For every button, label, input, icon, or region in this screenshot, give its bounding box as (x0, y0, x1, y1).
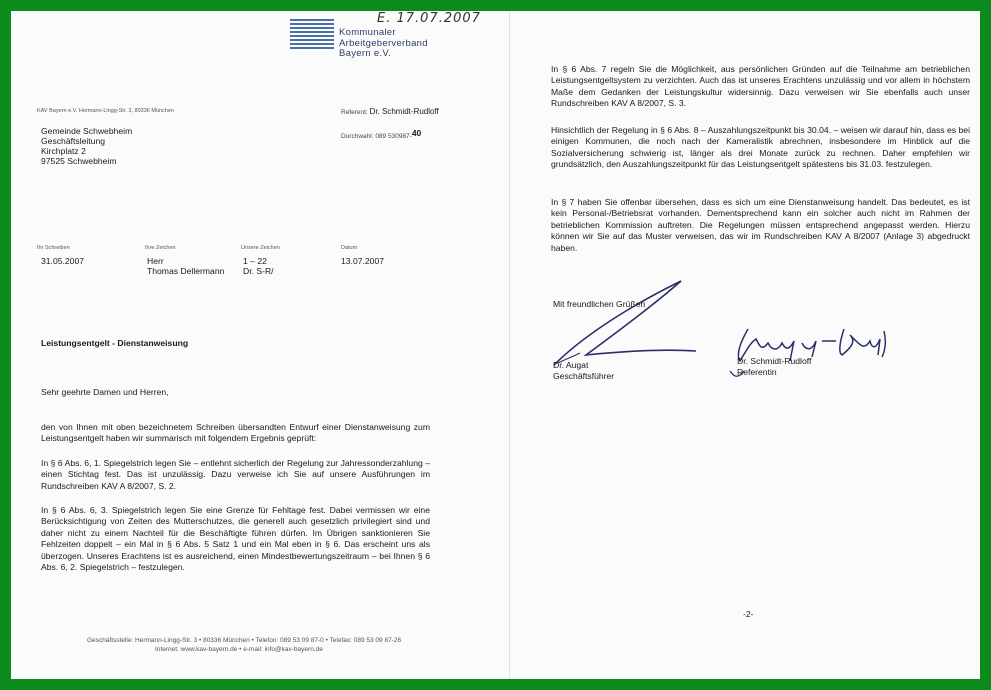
header-ihre-zeichen: Ihre Zeichen (145, 245, 176, 251)
signature-left (546, 273, 716, 373)
footer-contact: Internet: www.kav-bayern.de • e-mail: info@kav-bayern.de (155, 646, 323, 653)
logo-line-3: Bayern e.V. (339, 48, 392, 60)
left-paragraph-1: den von Ihnen mit oben bezeichnetem Schreiben übersandten Entwurf einer Dienstanweisung zum Leistungsentgelt haben wir summarisch mit folgendem Ergebnis geprüft: (41, 422, 430, 444)
unsere-zeichen-line-2: Dr. S-R/ (243, 266, 274, 276)
signatory-left-title: Geschäftsführer (553, 371, 615, 381)
header-ihr-schreiben: Ihr Schreiben (37, 245, 70, 251)
recipient-address (41, 126, 132, 166)
salutation: Sehr geehrte Damen und Herren, (41, 387, 169, 397)
scanned-letter (11, 11, 980, 679)
recipient-line-1: Gemeinde Schwebheim (41, 126, 133, 136)
logo-line-1: Kommunaler (339, 27, 396, 38)
ihre-zeichen-line-1: Herr (147, 256, 164, 266)
durchwahl-block (341, 130, 421, 140)
recipient-line-3: Kirchplatz 2 (41, 146, 86, 156)
signatory-right-title: Referentin (737, 367, 777, 377)
footer-address: Geschäftsstelle: Hermann-Lingg-Str. 3 • 80336 München • Telefon: 089 53 09 87-0 • Telefax: 089 53 09 87-26 (87, 637, 402, 644)
ihre-zeichen-line-2: Thomas Dellermann (147, 266, 225, 276)
signatory-right (737, 356, 811, 378)
recipient-line-2: Geschäftsleitung (41, 136, 106, 146)
sender-line: KAV Bayern e.V. Hermann-Lingg-Str. 3, 80336 München (37, 108, 174, 114)
value-unsere-zeichen (243, 256, 274, 276)
referent-block (341, 107, 439, 116)
right-paragraph-1: In § 6 Abs. 7 regeln Sie die Möglichkeit, aus persönlichen Gründen auf die Teilnahme am betrieblichen Leistungsentgeltsystem zu verzichten. Auch das ist unseres Erachtens unzulässig und vor allem in höchstem Maße dem Gedanken der Leistungskultur widersinnig. Dazu verweisen wir Sie ebenfalls auch unser Rundschreiben KAV A 8/2007, S. 3. (551, 64, 970, 109)
logo-line-2: Arbeitgeberverband (339, 37, 428, 49)
logo-mark (290, 19, 334, 51)
durchwahl-label: Durchwahl: 089 530987- (341, 133, 412, 140)
page-fold (509, 11, 510, 679)
subject-line: Leistungsentgelt - Dienstanweisung (41, 338, 189, 348)
signatory-left (553, 360, 614, 382)
signatory-left-name: Dr. Augat (553, 360, 589, 370)
left-paragraph-3: In § 6 Abs. 6, 3. Spiegelstrich legen Sie eine Grenze für Fehltage fest. Dabei vermissen wir eine Berücksichtigung von Zeiten des Mutterschutzes, die generell auch gesetzlich privilegiert sind und daher nicht zu einem Nachteil für die Beschäftigte führen dürfen. Im Übrigen sanktionieren Sie Fehlzeiten doppelt – ein Mal in § 6 Abs. 5 Satz 1 und ein Mal eben in § 6. Das erscheint uns als überzogen. Unseres Erachtens ist es ausreichend, einen Mindestbewertungszeitraum – bei Ihnen § 6 Abs. 6, 2. Spiegelstrich – festzulegen. (41, 505, 430, 573)
recipient-line-4: 97525 Schwebheim (41, 156, 117, 166)
header-datum: Datum (341, 245, 358, 251)
right-paragraph-3: In § 7 haben Sie offenbar übersehen, dass es sich um eine Dienstanweisung handelt. Das bedeutet, es ist kein Personal-/Betriebsrat vorhanden. Dementsprechend kann ein solcher auch nicht im Rahmen der betrieblichen Kommission auftreten. Die Regelungen müssen entsprechend angepasst werden. Hierzu können wir Sie auf das Muster verweisen, das wir im Rundschreiben KAV A 8/2007 (Anlage 3) abgedruckt haben. (551, 197, 970, 253)
page-number: -2- (743, 609, 754, 619)
right-paragraph-2: Hinsichtlich der Regelung in § 6 Abs. 8 – Auszahlungszeitpunkt bis 30.04. – weisen wir darauf hin, dass es bei einigen Kommunen, die noch nach der Kameralistik abrechnen, insbesondere im Hinblick auf die Sozialversicherung schwierig ist, länger als drei Monate zurück zu rechnen. Daher empfehlen wir grundsätzlich, den Auszahlungszeitpunkt für das Leistungsentgelt spätestens bis 31.03. festzulegen. (551, 125, 970, 170)
durchwahl-extension: 40 (411, 128, 422, 138)
left-paragraph-2: In § 6 Abs. 6, 1. Spiegelstrich legen Sie – entlehnt sicherlich der Regelung zur Jahressonderzahlung – einen Stichtag fest. Das ist unzulässig. Dazu verweise ich Sie auf unsere Ausführungen im Rundschreiben KAV A 8/2007, S. 2. (41, 458, 430, 491)
value-ihr-schreiben: 31.05.2007 (41, 256, 85, 266)
referent-name: Dr. Schmidt-Rudloff (369, 107, 439, 116)
received-stamp: E. 17.07.2007 (377, 11, 481, 26)
logo-text (339, 28, 428, 60)
signatory-right-name: Dr. Schmidt-Rudloff (737, 356, 812, 366)
referent-label: Referent: (341, 109, 368, 116)
closing: Mit freundlichen Grüßen (553, 299, 646, 309)
header-unsere-zeichen: Unsere Zeichen (241, 245, 280, 251)
value-ihre-zeichen (147, 256, 224, 276)
value-datum: 13.07.2007 (341, 256, 385, 266)
unsere-zeichen-line-1: 1 – 22 (243, 256, 267, 266)
